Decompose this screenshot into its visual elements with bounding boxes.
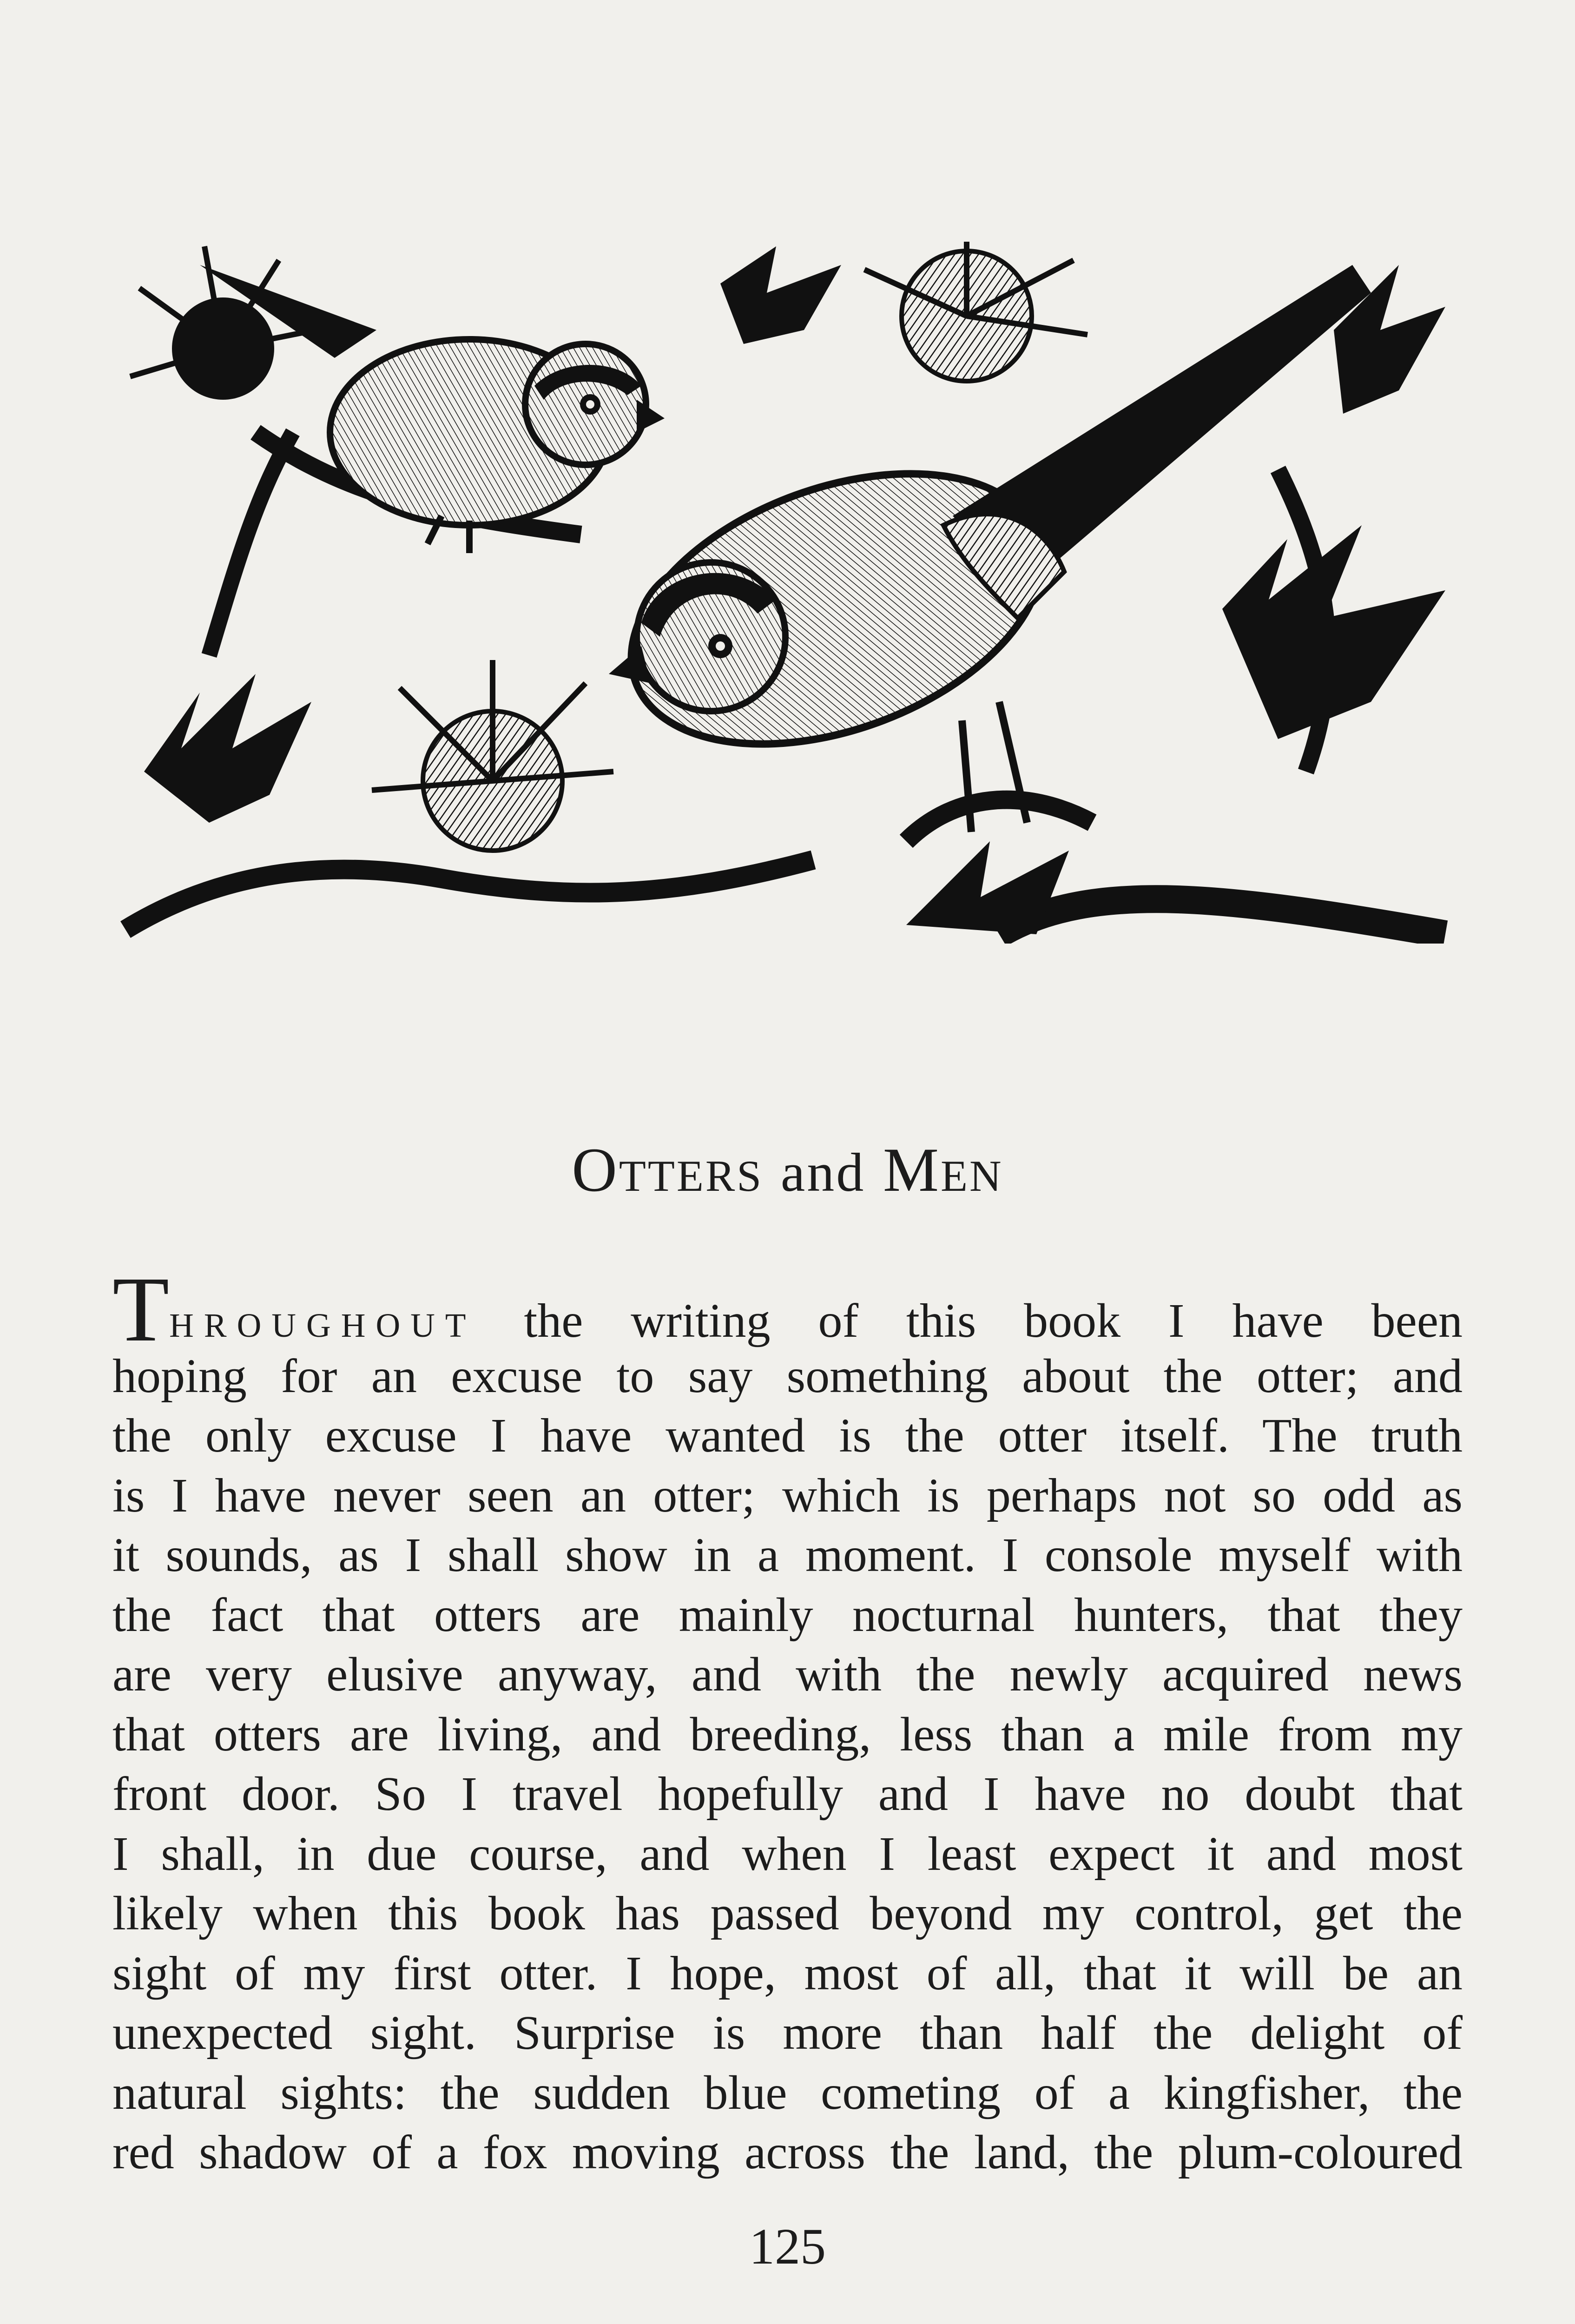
page-number: 125 [749,2218,826,2275]
bullfinch-thistle-engraving-icon [116,237,1459,944]
opening-small-caps: hroughout [169,1294,476,1347]
text-line: the fact that otters are mainly nocturnal hunters, that they [112,1588,1463,1642]
text-line: it sounds, as I shall show in a moment. I console myself with [112,1528,1463,1582]
text-line: unexpected sight. Surprise is more than half the delight of [112,2006,1463,2060]
text-line: red shadow of a fox moving across the land, the plum-coloured [112,2126,1463,2179]
title-word-and: and [780,1142,866,1203]
text-line: hoping for an excuse to say something about the otter; and [112,1349,1463,1403]
chapter-title [0,1134,1575,1206]
text-line-1-rest: the writing of this book I have been [476,1294,1463,1347]
text-line: the only excuse I have wanted is the otter itself. The truth [112,1409,1463,1462]
text-line: likely when this book has passed beyond my control, get the [112,1887,1463,1940]
text-line: that otters are living, and breeding, less than a mile from my [112,1707,1463,1761]
body-text [112,1258,1463,2183]
text-line-1 [112,1258,1463,1361]
text-line: is I have never seen an otter; which is perhaps not so odd as [112,1468,1463,1522]
drop-cap: T [112,1258,170,1361]
title-word-otters: Otters [572,1136,764,1205]
text-line: I shall, in due course, and when I least expect it and most [112,1827,1463,1881]
text-line: natural sights: the sudden blue cometing of a kingfisher, the [112,2066,1463,2119]
title-word-men: Men [883,1136,1003,1205]
text-line: sight of my first otter. I hope, most of all, that it will be an [112,1946,1463,2000]
text-line: front door. So I travel hopefully and I have no doubt that [112,1767,1463,1821]
text-line: are very elusive anyway, and with the newly acquired news [112,1648,1463,1701]
